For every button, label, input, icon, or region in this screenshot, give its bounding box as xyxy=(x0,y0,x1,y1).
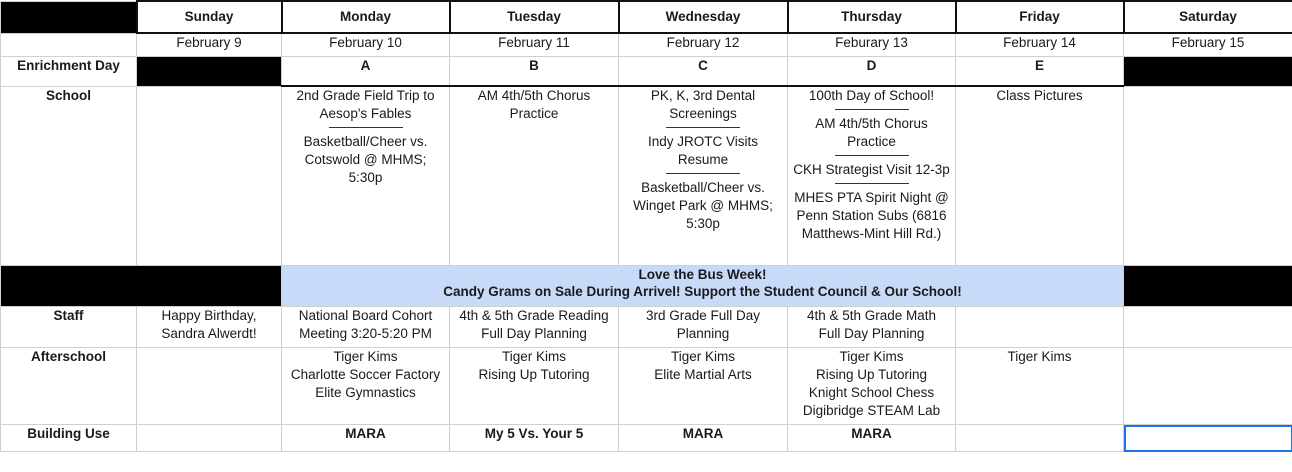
afterschool-cell-monday[interactable] xyxy=(282,348,450,425)
blackout-cell[interactable] xyxy=(1,266,282,307)
school-cell-tuesday[interactable] xyxy=(450,86,619,266)
event-line: Rising Up Tutoring xyxy=(815,367,928,382)
event-line: Matthews-Mint Hill Rd.) xyxy=(801,226,942,241)
event-line: AM 4th/5th Chorus xyxy=(477,88,591,103)
blackout-cell[interactable] xyxy=(1124,57,1292,87)
event-line: Cotswold @ MHMS; xyxy=(304,152,427,167)
staff-cell-tuesday[interactable] xyxy=(450,307,619,348)
event-line: 100th Day of School! xyxy=(808,88,935,103)
divider xyxy=(329,127,403,128)
row-label-afterschool[interactable]: Afterschool xyxy=(1,348,137,425)
event-line: Rising Up Tutoring xyxy=(478,367,590,382)
banner-row xyxy=(1,266,1292,307)
day-header-saturday[interactable]: Saturday xyxy=(1124,1,1292,33)
day-header-tuesday[interactable]: Tuesday xyxy=(450,1,619,33)
event-line: Practice xyxy=(847,134,896,149)
blackout-cell[interactable] xyxy=(137,57,282,87)
day-header-thursday[interactable]: Thursday xyxy=(788,1,956,33)
event-line: 4th & 5th Grade Math xyxy=(806,308,937,323)
event-line: 5:30p xyxy=(348,170,383,185)
blackout-cell[interactable] xyxy=(1124,266,1292,307)
row-label-staff[interactable]: Staff xyxy=(1,307,137,348)
event-line: 2nd Grade Field Trip to xyxy=(296,88,435,103)
date-row xyxy=(1,33,1292,57)
event-line: Tiger Kims xyxy=(333,349,398,364)
event-line: Elite Martial Arts xyxy=(654,367,752,382)
building-cell-monday[interactable]: MARA xyxy=(282,425,450,452)
staff-cell-sunday[interactable] xyxy=(137,307,282,348)
day-header-monday[interactable]: Monday xyxy=(282,1,450,33)
divider xyxy=(666,127,740,128)
row-label-building-use[interactable]: Building Use xyxy=(1,425,137,452)
building-cell-thursday[interactable]: MARA xyxy=(788,425,956,452)
event-line: Basketball/Cheer vs. xyxy=(641,180,765,195)
afterschool-cell-wednesday[interactable] xyxy=(619,348,788,425)
divider xyxy=(835,109,909,110)
staff-cell-wednesday[interactable] xyxy=(619,307,788,348)
school-cell-sunday[interactable] xyxy=(137,86,282,266)
afterschool-cell-tuesday[interactable] xyxy=(450,348,619,425)
event-line: 4th & 5th Grade Reading xyxy=(459,308,609,323)
event-line: PK, K, 3rd Dental xyxy=(650,88,756,103)
day-header-row xyxy=(1,1,1292,33)
event-line: Penn Station Subs (6816 xyxy=(796,208,947,223)
school-row xyxy=(1,86,1292,266)
afterschool-cell-friday[interactable] xyxy=(956,348,1124,425)
date-cell[interactable]: February 10 xyxy=(282,33,450,57)
event-line: Digibridge STEAM Lab xyxy=(802,403,941,418)
date-cell[interactable]: February 11 xyxy=(450,33,619,57)
banner-subtitle: Candy Grams on Sale During Arrivel! Support the Student Council & Our School! xyxy=(443,284,962,299)
row-label-enrichment[interactable]: Enrichment Day xyxy=(1,57,137,87)
enrichment-letter[interactable]: D xyxy=(788,57,956,87)
event-line: Charlotte Soccer Factory xyxy=(290,367,441,382)
day-header-friday[interactable]: Friday xyxy=(956,1,1124,33)
event-line: Full Day Planning xyxy=(818,326,925,341)
event-line: Winget Park @ MHMS; xyxy=(633,198,773,213)
event-line: Tiger Kims xyxy=(1007,349,1072,364)
afterschool-cell-saturday[interactable] xyxy=(1124,348,1292,425)
event-line: 5:30p xyxy=(686,216,720,231)
afterschool-cell-sunday[interactable] xyxy=(137,348,282,425)
event-line: Practice xyxy=(509,106,559,121)
divider xyxy=(835,183,909,184)
corner-cell[interactable] xyxy=(1,1,137,33)
school-cell-monday[interactable] xyxy=(282,86,450,266)
event-line: Sandra Alwerdt! xyxy=(161,326,257,341)
staff-cell-thursday[interactable] xyxy=(788,307,956,348)
day-header-wednesday[interactable]: Wednesday xyxy=(619,1,788,33)
school-cell-thursday[interactable] xyxy=(788,86,956,266)
afterschool-row xyxy=(1,348,1292,425)
event-line: Basketball/Cheer vs. xyxy=(303,134,428,149)
event-line: 3rd Grade Full Day xyxy=(645,308,761,323)
date-cell[interactable]: February 9 xyxy=(137,33,282,57)
event-line: MHES PTA Spirit Night @ xyxy=(794,190,949,205)
event-line: Planning xyxy=(676,326,730,341)
staff-cell-saturday[interactable] xyxy=(1124,307,1292,348)
date-row-label[interactable] xyxy=(1,33,137,57)
event-line: Aesop's Fables xyxy=(319,106,412,121)
school-cell-wednesday[interactable] xyxy=(619,86,788,266)
event-line: Tiger Kims xyxy=(670,349,735,364)
divider xyxy=(835,155,909,156)
event-line: Knight School Chess xyxy=(808,385,935,400)
event-line: Full Day Planning xyxy=(481,326,587,341)
event-line: Tiger Kims xyxy=(501,349,566,364)
building-cell-wednesday[interactable]: MARA xyxy=(619,425,788,452)
divider xyxy=(666,173,740,174)
date-cell[interactable]: February 14 xyxy=(956,33,1124,57)
enrichment-row xyxy=(1,57,1292,87)
selected-cell[interactable] xyxy=(1124,425,1292,452)
enrichment-letter[interactable]: A xyxy=(282,57,450,87)
staff-cell-monday[interactable] xyxy=(282,307,450,348)
building-cell-tuesday[interactable]: My 5 Vs. Your 5 xyxy=(450,425,619,452)
enrichment-letter[interactable]: E xyxy=(956,57,1124,87)
staff-cell-friday[interactable] xyxy=(956,307,1124,348)
row-label-school[interactable]: School xyxy=(1,86,137,266)
banner-title: Love the Bus Week! xyxy=(638,267,767,282)
date-cell[interactable]: February 15 xyxy=(1124,33,1292,57)
event-line: Happy Birthday, xyxy=(161,308,257,323)
building-cell-sunday[interactable] xyxy=(137,425,282,452)
event-line: Screenings xyxy=(669,106,737,121)
enrichment-letter[interactable]: B xyxy=(450,57,619,87)
school-cell-saturday[interactable] xyxy=(1124,86,1292,266)
date-cell[interactable]: Feburary 13 xyxy=(788,33,956,57)
week-banner[interactable] xyxy=(282,266,1124,307)
building-cell-friday[interactable] xyxy=(956,425,1124,452)
event-line: Class Pictures xyxy=(996,88,1083,103)
enrichment-letter[interactable]: C xyxy=(619,57,788,87)
day-header-sunday[interactable]: Sunday xyxy=(137,1,282,33)
date-cell[interactable]: February 12 xyxy=(619,33,788,57)
event-line: CKH Strategist Visit 12-3p xyxy=(793,162,950,177)
event-line: Tiger Kims xyxy=(839,349,904,364)
building-use-row xyxy=(1,425,1292,452)
event-line: National Board Cohort xyxy=(298,308,433,323)
event-line: Meeting 3:20-5:20 PM xyxy=(299,326,432,341)
school-cell-friday[interactable] xyxy=(956,86,1124,266)
staff-row xyxy=(1,307,1292,348)
event-line: AM 4th/5th Chorus xyxy=(815,116,928,131)
event-line: Elite Gymnastics xyxy=(315,385,416,400)
event-line: Indy JROTC Visits Resume xyxy=(647,134,759,167)
afterschool-cell-thursday[interactable] xyxy=(788,348,956,425)
